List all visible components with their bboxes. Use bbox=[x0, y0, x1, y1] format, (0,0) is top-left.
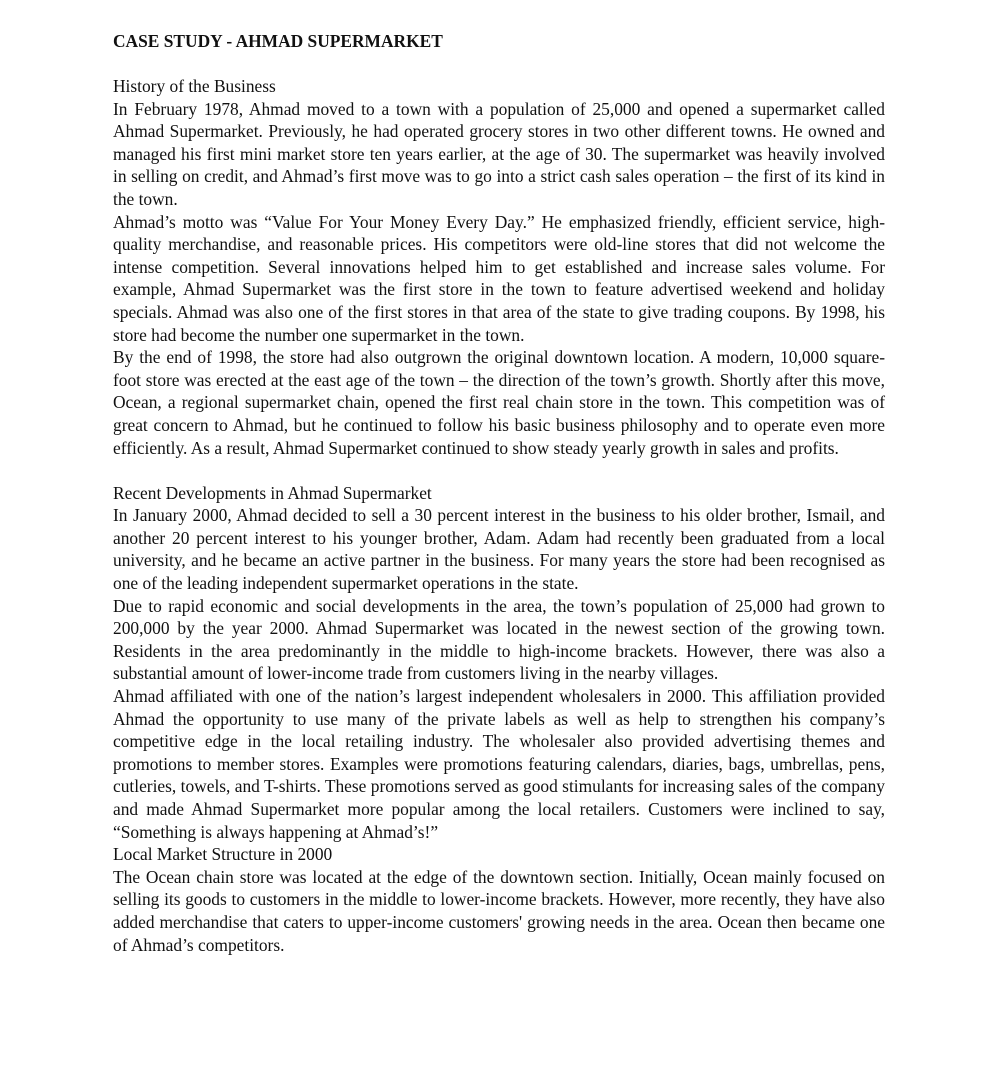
section-recent-developments bbox=[113, 482, 885, 844]
paragraph: Ahmad’s motto was “Value For Your Money Every Day.” He emphasized friendly, efficient service, high-quality merchandise, and reasonable prices. His competitors were old-line stores that did not welcome the intense competition. Several innovations helped him to get established and increase sales volume. For example, Ahmad Supermarket was the first store in the town to feature advertised weekend and holiday specials. Ahmad was also one of the first stores in that area of the state to give trading coupons. By 1998, his store had become the number one supermarket in the town. bbox=[113, 211, 885, 345]
paragraph: The Ocean chain store was located at the edge of the downtown section. Initially, Ocean mainly focused on selling its goods to customers in the middle to lower-income brackets. However, more recently, they have also added merchandise that caters to upper-income customers' growing needs in the area. Ocean then became one of Ahmad’s competitors. bbox=[113, 866, 885, 955]
section-spacer bbox=[113, 459, 885, 482]
paragraph: In February 1978, Ahmad moved to a town with a population of 25,000 and opened a supermarket called Ahmad Supermarket. Previously, he had operated grocery stores in two other different towns. He owned and managed his first mini market store ten years earlier, at the age of 30. The supermarket was heavily involved in selling on credit, and Ahmad’s first move was to go into a strict cash sales operation – the first of its kind in the town. bbox=[113, 98, 885, 209]
section-heading-local-market: Local Market Structure in 2000 bbox=[113, 844, 333, 865]
document-title: CASE STUDY - AHMAD SUPERMARKET bbox=[113, 31, 443, 51]
paragraph: Ahmad affiliated with one of the nation’s largest independent wholesalers in 2000. This affiliation provided Ahmad the opportunity to use many of the private labels as well as help to strengthen his company’s competitive edge in the local retailing industry. The wholesaler also provided advertising themes and promotions to member stores. Examples were promotions featuring calendars, diaries, bags, umbrellas, pens, cutleries, towels, and T-shirts. These promotions served as good stimulants for increasing sales of the company and made Ahmad Supermarket more popular among the local retailers. Customers were inclined to say, “Something is always happening at Ahmad’s!” bbox=[113, 686, 885, 842]
document-page bbox=[113, 30, 885, 956]
section-history bbox=[113, 75, 885, 459]
paragraph: Due to rapid economic and social developments in the area, the town’s population of 25,000 had grown to 200,000 by the year 2000. Ahmad Supermarket was located in the newest section of the growing town. Residents in the area predominantly in the middle to high-income brackets. However, there was also a substantial amount of lower-income trade from customers living in the nearby villages. bbox=[113, 595, 885, 684]
paragraph: In January 2000, Ahmad decided to sell a 30 percent interest in the business to his older brother, Ismail, and another 20 percent interest to his younger brother, Adam. Adam had recently been graduated from a local university, and he became an active partner in the business. For many years the store had been recognised as one of the leading independent supermarket operations in the state. bbox=[113, 505, 885, 594]
section-heading-history: History of the Business bbox=[113, 76, 276, 96]
section-local-market bbox=[113, 843, 885, 956]
paragraph: By the end of 1998, the store had also outgrown the original downtown location. A modern, 10,000 square-foot store was erected at the east age of the town – the direction of the town’s growth. Shortly after this move, Ocean, a regional supermarket chain, opened the first real chain store in the town. This competition was of great concern to Ahmad, but he continued to follow his basic business philosophy and to operate even more efficiently. As a result, Ahmad Supermarket continued to show steady yearly growth in sales and profits. bbox=[113, 347, 885, 458]
section-heading-recent-developments: Recent Developments in Ahmad Supermarket bbox=[113, 482, 432, 503]
